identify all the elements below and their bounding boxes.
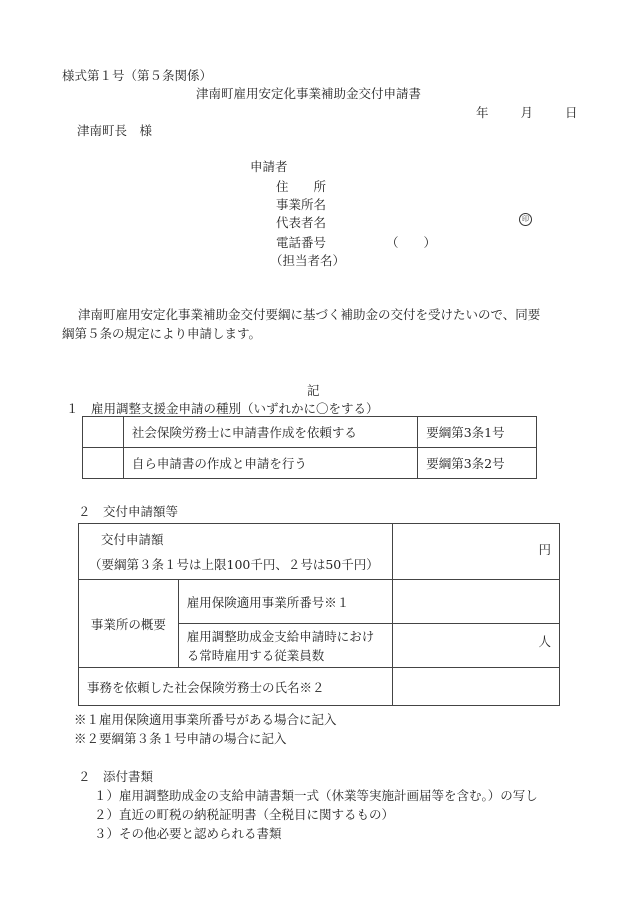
body-text-line1: 津南町雇用安定化事業補助金交付要綱に基づく補助金の交付を受けたいので、同要 <box>78 307 541 322</box>
applicant-heading: 申請者 <box>250 159 288 174</box>
office-overview-cell: 事業所の概要 <box>79 580 179 668</box>
date-month: 月 <box>520 105 534 120</box>
date-year: 年 <box>476 105 489 120</box>
amount-unit: 円 <box>538 542 551 557</box>
application-type-table <box>82 416 537 479</box>
section3-heading: ２ 添付書類 <box>78 769 154 784</box>
attachment-item-1: １）雇用調整助成金の支給申請書類一式（休業等実施計画届等を含む。）の写し <box>94 788 538 803</box>
address-label: 住 所 <box>276 179 327 194</box>
table-row <box>79 668 560 706</box>
sharoushi-label: 事務を依頼した社会保険労務士の氏名※２ <box>79 668 393 706</box>
section1-heading: １ 雇用調整支援金申請の種別（いずれかに〇をする） <box>66 401 379 416</box>
employees-unit: 人 <box>538 634 551 649</box>
employees-value-cell[interactable] <box>393 624 560 668</box>
phone-label: 電話番号 <box>276 235 327 250</box>
grant-amount-table <box>78 523 560 706</box>
amount-value-cell[interactable] <box>393 524 560 580</box>
type-text-cell: 社会保険労務士に申請書作成を依頼する <box>123 417 417 448</box>
circle-mark-cell[interactable] <box>83 417 124 448</box>
employees-label-line1: 雇用調整助成金支給申請時におけ <box>186 628 375 644</box>
section2-heading: ２ 交付申請額等 <box>78 504 179 519</box>
circle-mark-cell[interactable] <box>83 448 124 479</box>
addressee: 津南町長 様 <box>77 123 153 138</box>
form-number: 様式第１号（第５条関係） <box>62 68 213 83</box>
type-ref-cell: 要綱第3条1号 <box>418 417 537 448</box>
attachment-item-3: ３）その他必要と認められる書類 <box>94 826 282 841</box>
seal-mark: 印 <box>519 213 532 226</box>
ki-mark: 記 <box>307 383 320 398</box>
amount-label: 交付申請額 <box>101 531 164 547</box>
amount-note: （要綱第３条１号は上限100千円、２号は50千円） <box>89 556 379 572</box>
table-row <box>83 417 537 448</box>
employees-label-line2: る常時雇用する従業員数 <box>186 647 325 663</box>
insurance-number-value[interactable] <box>393 580 560 624</box>
office-name-label: 事業所名 <box>276 197 327 212</box>
insurance-number-label: 雇用保険適用事業所番号※１ <box>178 580 393 624</box>
type-text-cell: 自ら申請書の作成と申請を行う <box>123 448 417 479</box>
representative-label: 代表者名 <box>276 215 327 230</box>
table-row <box>79 580 560 624</box>
employees-label-cell <box>178 624 393 668</box>
attachment-item-2: ２）直近の町税の納税証明書（全税目に関するもの） <box>94 807 395 822</box>
date-day: 日 <box>565 105 578 120</box>
body-text-line2: 綱第５条の規定により申請します。 <box>62 326 262 341</box>
note-1: ※１雇用保険適用事業所番号がある場合に記入 <box>74 712 337 727</box>
form-title: 津南町雇用安定化事業補助金交付申請書 <box>196 86 422 101</box>
amount-label-cell <box>79 524 393 580</box>
phone-parens: （ ） <box>386 235 437 250</box>
contact-person-label: （担当者名） <box>270 253 346 268</box>
note-2: ※２要綱第３条１号申請の場合に記入 <box>74 731 287 746</box>
table-row <box>79 524 560 580</box>
date-line <box>476 103 578 121</box>
sharoushi-name-value[interactable] <box>393 668 560 706</box>
table-row <box>83 448 537 479</box>
type-ref-cell: 要綱第3条2号 <box>418 448 537 479</box>
